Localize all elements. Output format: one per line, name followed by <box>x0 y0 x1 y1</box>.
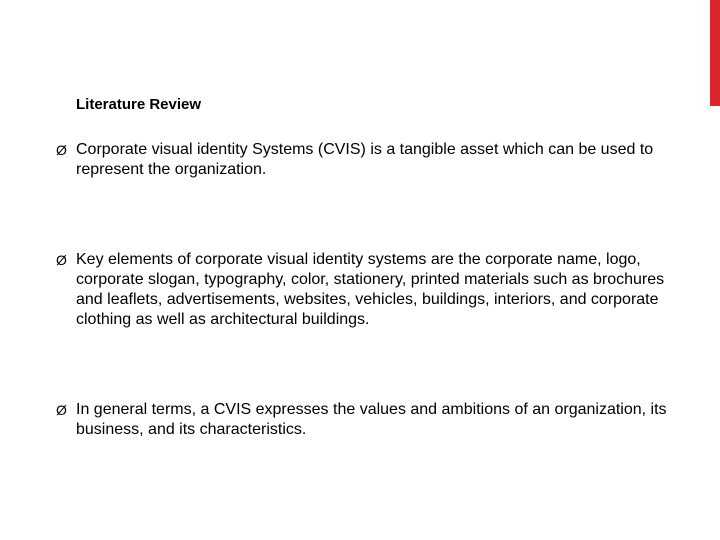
bullet-text: Corporate visual identity Systems (CVIS) is a tangible asset which can be used to represent the organization. <box>76 141 654 178</box>
slide-title: Literature Review <box>76 96 202 113</box>
bullet-item <box>56 140 686 180</box>
bullet-text: Key elements of corporate visual identity systems are the corporate name, logo, corporate slogan, typography, color, stationery, printed materials such as brochures and leaflets, advertisements, websites, vehicles, buildings, interiors, and corporate clothing as well as architectural buildings. <box>76 251 665 328</box>
arrow-bullet-icon: Ø <box>56 402 67 418</box>
arrow-bullet-icon: Ø <box>56 142 67 158</box>
accent-bar <box>710 0 720 106</box>
arrow-bullet-icon: Ø <box>56 252 67 268</box>
bullet-item <box>56 250 686 330</box>
bullet-text: In general terms, a CVIS expresses the values and ambitions of an organization, its business, and its characteristics. <box>76 401 667 438</box>
bullet-item <box>56 400 686 440</box>
